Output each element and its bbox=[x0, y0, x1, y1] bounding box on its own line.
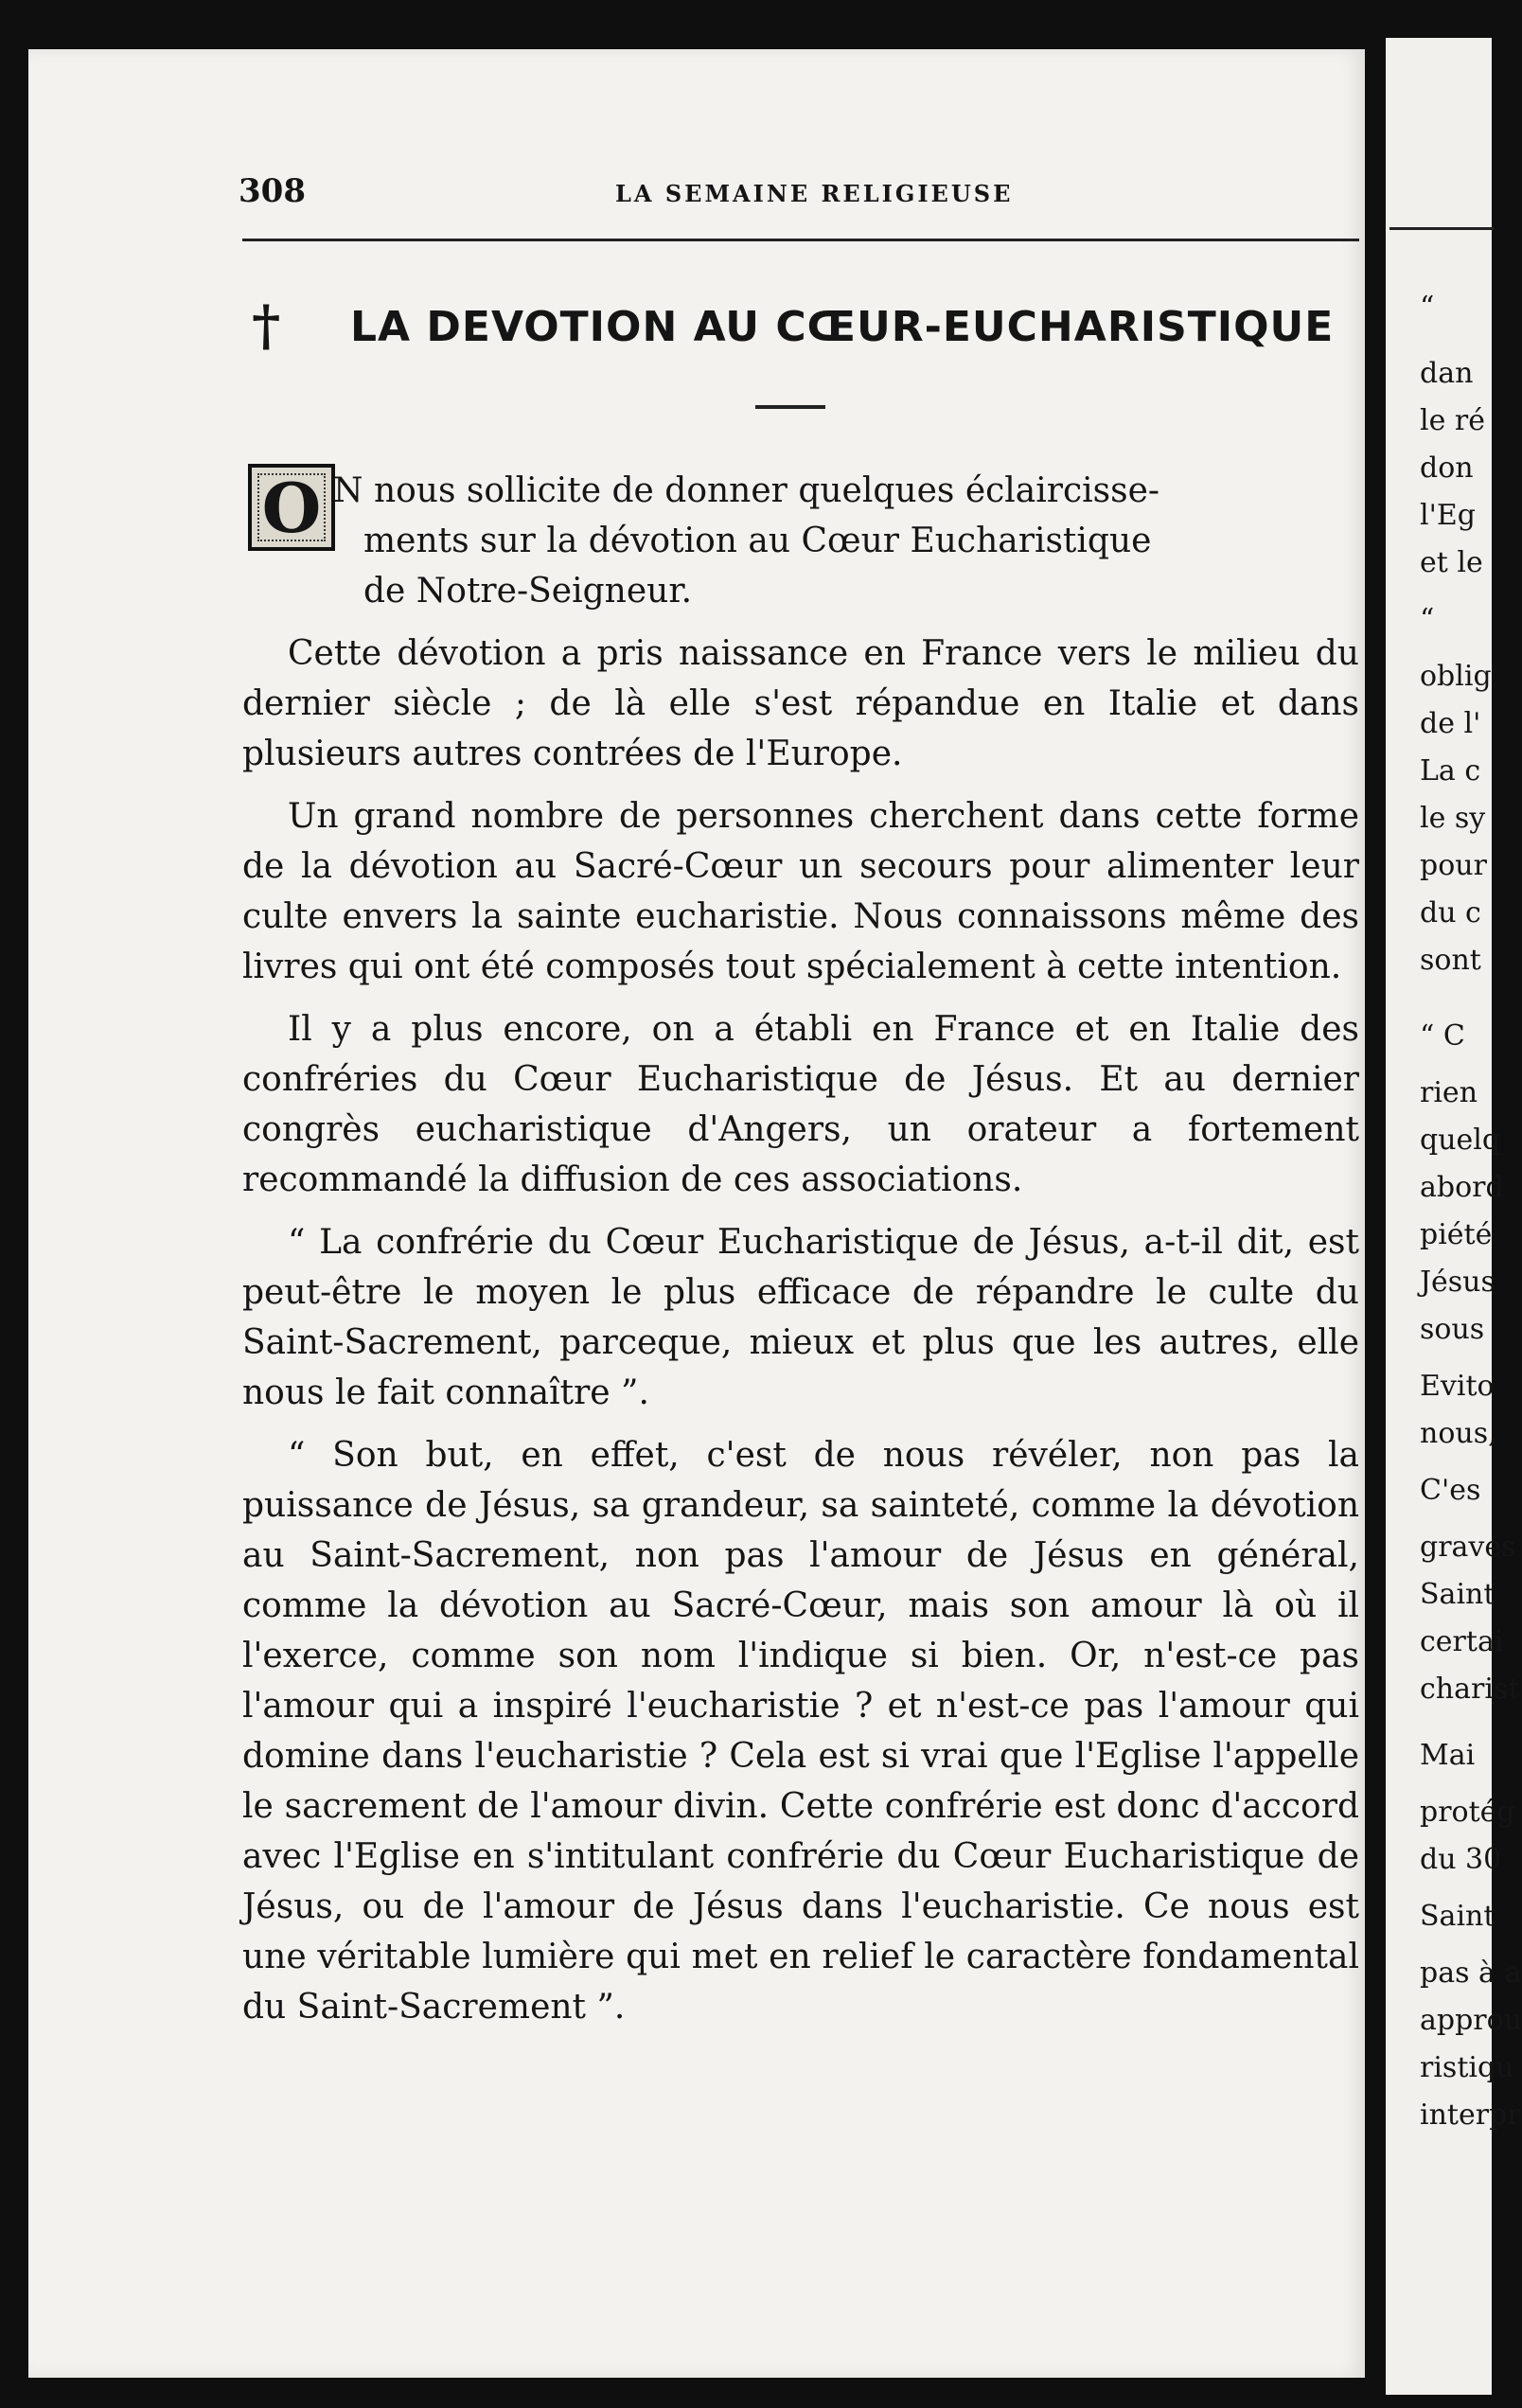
right-page-line: don bbox=[1420, 452, 1474, 485]
opening-line-2: ments sur la dévotion au Cœur Eucharistique bbox=[363, 522, 1152, 560]
right-page-line: dan bbox=[1420, 357, 1474, 390]
right-page-line: protég bbox=[1420, 1796, 1515, 1829]
right-page-line: C'es bbox=[1420, 1474, 1481, 1507]
paragraph-confraternities: Il y a plus encore, on a établi en France et en Italie des confréries du Cœur Eucharistique de Jésus. Et au dernier congrès eucharistique d'Angers, un orateur a fortement recommandé la diffusion de ces associations. bbox=[242, 1010, 1359, 1199]
right-page-line: certai bbox=[1420, 1625, 1504, 1658]
right-page-line: et le bbox=[1420, 546, 1483, 579]
right-page-line: Saint bbox=[1420, 1900, 1495, 1933]
paragraph-quote-1: “ La confrérie du Cœur Eucharistique de Jésus, a-t-il dit, est peut-être le moyen le plus efficace de répandre le culte du Saint-Sacrement, parceque, mieux et plus que les autres, elle nous le fait connaître ”. bbox=[242, 1223, 1359, 1412]
right-page-line: rien bbox=[1420, 1076, 1478, 1109]
title-dash bbox=[755, 405, 825, 409]
header-rule bbox=[242, 239, 1359, 241]
right-page-line: piété bbox=[1420, 1218, 1493, 1251]
paragraph-quote-2: “ Son but, en effet, c'est de nous révéler, non pas la puissance de Jésus, sa grandeur, sa sainteté, comme la dévotion au Saint-Sacrement, non pas l'amour de Jésus en général, comme la dévotion au Sacré-Cœur, mais son amour là où il l'exerce, comme son nom l'indique si bien. Or, n'est-ce pas l'amour qui a inspiré l'eucharistie ? et n'est-ce pas l'amour qui domine dans l'eucharistie ? Cela est si vrai que l'Eglise l'appelle le sacrement de l'amour divin. Cette confrérie est donc d'accord avec l'Eglise en s'intitulant confrérie du Cœur Eucharistique de Jésus, ou de l'amour de Jésus dans l'eucharistie. Ce nous est une véritable lumière qui met en relief le caractère fondamental du Saint-Sacrement ”. bbox=[242, 1436, 1359, 2027]
journal-title: LA SEMAINE RELIGIEUSE bbox=[615, 180, 1014, 207]
right-page-line: du c bbox=[1420, 896, 1481, 930]
right-page-line: de l' bbox=[1420, 707, 1481, 740]
opening-line-1: N nous sollicite de donner quelques éclaircisse- bbox=[333, 471, 1160, 510]
right-page-line: oblig bbox=[1420, 660, 1492, 693]
right-page-line: pas à a bbox=[1420, 1956, 1522, 1990]
opening-paragraph bbox=[242, 466, 1359, 616]
right-page-line: Saint bbox=[1420, 1578, 1495, 1611]
left-page bbox=[28, 49, 1365, 2378]
right-page-line: nous, bbox=[1420, 1417, 1497, 1450]
right-page-line: quelq bbox=[1420, 1124, 1501, 1157]
right-page-line: le sy bbox=[1420, 802, 1486, 835]
dropcap-letter: O bbox=[261, 467, 322, 548]
right-page-line: charist bbox=[1420, 1673, 1520, 1706]
right-page-line: l'Eg bbox=[1420, 499, 1476, 532]
right-header-rule bbox=[1389, 227, 1494, 230]
right-page-line: “ bbox=[1420, 603, 1435, 636]
right-page-line: graves bbox=[1420, 1531, 1516, 1564]
page-number: 308 bbox=[239, 172, 306, 210]
right-page-line: “ bbox=[1420, 291, 1435, 324]
right-page-line: sont bbox=[1420, 944, 1481, 977]
right-page-line: abord bbox=[1420, 1171, 1504, 1204]
right-page-line: du 30 bbox=[1420, 1843, 1502, 1876]
right-page-line: Mai bbox=[1420, 1739, 1476, 1772]
right-page-line: pour bbox=[1420, 849, 1487, 882]
article-body bbox=[242, 466, 1359, 2045]
paragraph-origin: Cette dévotion a pris naissance en France vers le milieu du dernier siècle ; de là elle s'est répandue en Italie et dans plusieurs autres contrées de l'Europe. bbox=[242, 634, 1359, 773]
right-page-line: La c bbox=[1420, 754, 1481, 788]
right-page-edge bbox=[1386, 38, 1522, 2395]
right-page-line: le ré bbox=[1420, 404, 1485, 437]
paragraph-devotion: Un grand nombre de personnes cherchent dans cette forme de la dévotion au Sacré-Cœur un secours pour alimenter leur culte envers la sainte eucharistie. Nous connaissons même des livres qui ont été composés tout spécialement à cette intention. bbox=[242, 797, 1359, 986]
article-title: LA DEVOTION AU CŒUR-EUCHARISTIQUE bbox=[350, 303, 1335, 351]
right-page-line: Evito bbox=[1420, 1370, 1495, 1403]
opening-line-3: de Notre-Seigneur. bbox=[363, 572, 693, 611]
right-page-line: sous bbox=[1420, 1313, 1485, 1346]
right-page-line: Jésus bbox=[1420, 1266, 1495, 1299]
running-head bbox=[28, 172, 1365, 220]
right-page-line: approu bbox=[1420, 2004, 1522, 2037]
margin-mark: † bbox=[252, 293, 281, 358]
right-page-line: “ C bbox=[1420, 1019, 1465, 1053]
right-page-line: ristiqu bbox=[1420, 2051, 1514, 2084]
right-page-line: interpr bbox=[1420, 2098, 1521, 2132]
